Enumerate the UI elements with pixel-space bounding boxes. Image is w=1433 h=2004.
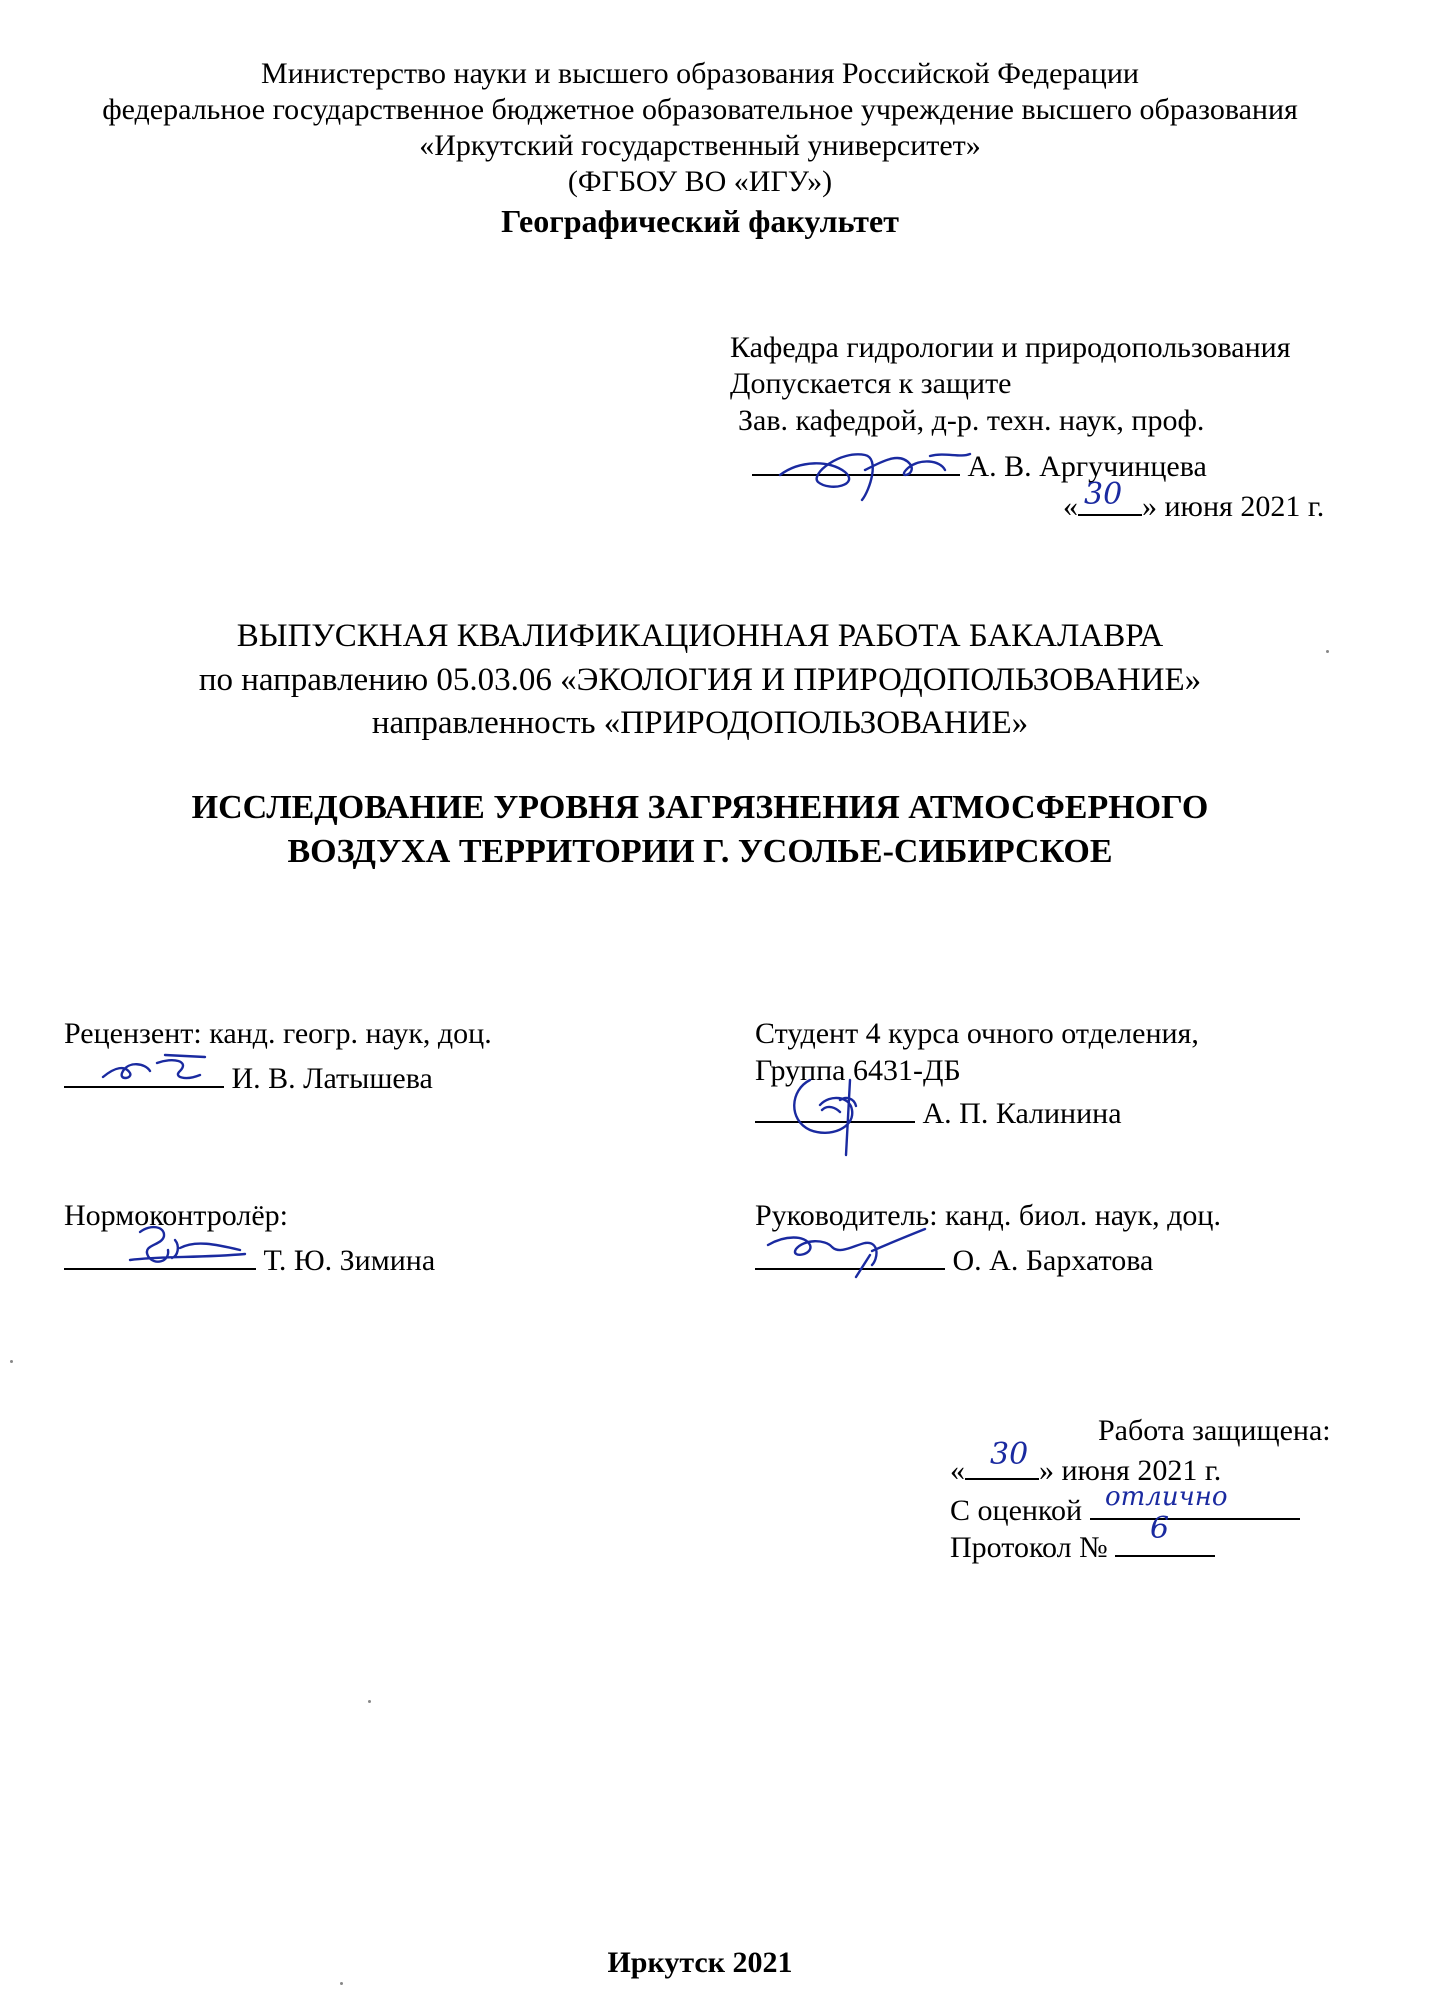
work-title-line1: ИССЛЕДОВАНИЕ УРОВНЯ ЗАГРЯЗНЕНИЯ АТМОСФЕРНОГО — [191, 789, 1209, 826]
ministry-line: Министерство науки и высшего образования Российской Федерации — [261, 57, 1139, 90]
head-title-line: Зав. кафедрой, д-р. техн. наук, проф. — [738, 404, 1205, 437]
admitted-line: Допускается к защите — [730, 367, 1012, 400]
reviewer-name: И. В. Латышева — [231, 1062, 433, 1095]
protocol-row — [950, 1527, 1215, 1566]
reviewer-signature — [95, 1045, 215, 1090]
supervisor-signature — [760, 1215, 940, 1285]
normcontrol-name: Т. Ю. Зимина — [263, 1244, 436, 1277]
city-year: Иркутск 2021 — [607, 1946, 793, 1979]
protocol-label: Протокол № — [950, 1531, 1108, 1564]
defense-label: Работа защищена: — [1098, 1414, 1331, 1447]
supervisor-label: Руководитель: канд. биол. наук, доц. — [755, 1199, 1221, 1232]
approval-day: 30 — [1084, 477, 1123, 512]
scan-speck — [10, 1360, 13, 1363]
approval-date-row: « » июня 2021 г. — [1063, 486, 1324, 525]
head-name: А. В. Аргучинцева — [967, 450, 1207, 483]
scan-speck — [340, 1982, 343, 1985]
student-signature — [780, 1060, 890, 1160]
department-line: Кафедра гидрологии и природопользования — [730, 331, 1291, 364]
scan-speck — [368, 1700, 371, 1703]
normcontrol-label: Нормоконтролёр: — [64, 1199, 289, 1232]
supervisor-name: О. А. Бархатова — [952, 1244, 1154, 1277]
work-direction: по направлению 05.03.06 «ЭКОЛОГИЯ И ПРИРОДОПОЛЬЗОВАНИЕ» — [198, 662, 1202, 698]
scan-speck — [1326, 650, 1329, 653]
faculty-line: Географический факультет — [501, 203, 899, 239]
normcontrol-signature — [120, 1210, 250, 1280]
grade-label: С оценкой — [950, 1494, 1083, 1527]
work-type: ВЫПУСКНАЯ КВАЛИФИКАЦИОННАЯ РАБОТА БАКАЛАВРА — [236, 618, 1164, 654]
grade-value: отлично — [1105, 1482, 1228, 1512]
reviewer-label: Рецензент: канд. геогр. наук, доц. — [64, 1017, 492, 1050]
institution-type-line: федеральное государственное бюджетное образовательное учреждение высшего образования — [102, 93, 1298, 126]
student-label: Студент 4 курса очного отделения, — [755, 1017, 1199, 1050]
abbreviation-line: (ФГБОУ ВО «ИГУ») — [567, 165, 833, 198]
defense-date-row: « » июня 2021 г. — [950, 1450, 1221, 1489]
work-orientation: направленность «ПРИРОДОПОЛЬЗОВАНИЕ» — [371, 705, 1029, 741]
work-title-line2: ВОЗДУХА ТЕРРИТОРИИ Г. УСОЛЬЕ-СИБИРСКОЕ — [287, 833, 1113, 870]
defense-day: 30 — [990, 1437, 1029, 1472]
head-signature — [770, 430, 980, 510]
student-name: А. П. Калинина — [922, 1097, 1122, 1130]
protocol-value: 6 — [1150, 1511, 1170, 1546]
student-group: Группа 6431-ДБ — [755, 1054, 961, 1087]
university-line: «Иркутский государственный университет» — [419, 129, 981, 162]
